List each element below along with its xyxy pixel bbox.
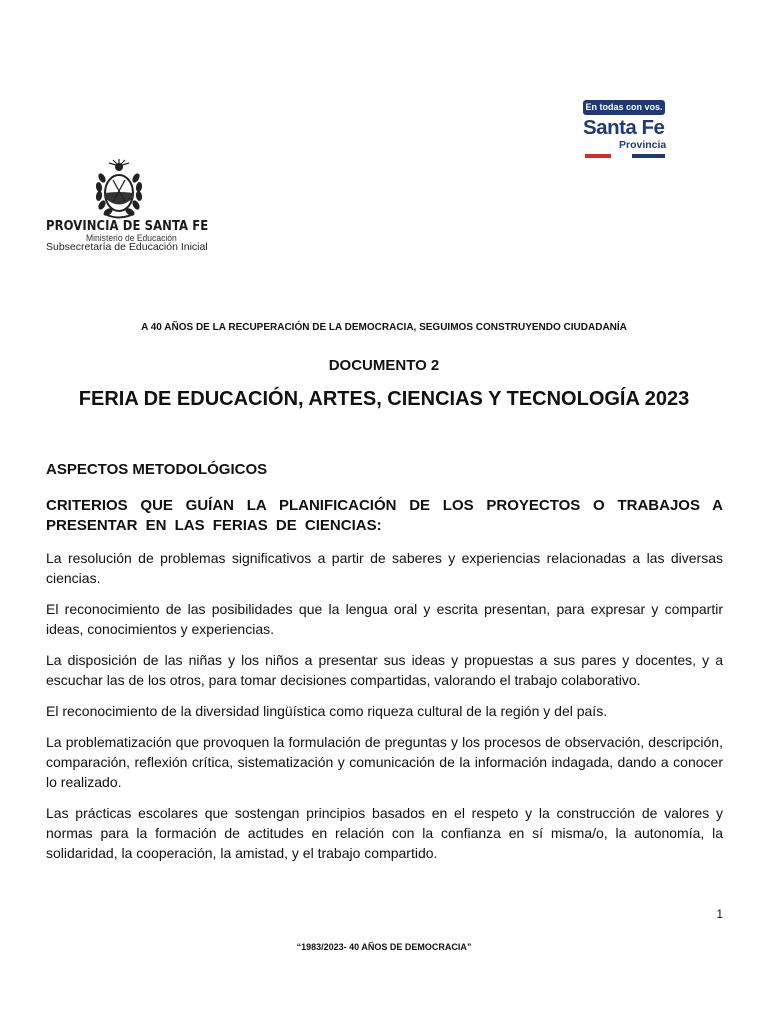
paragraph-list xyxy=(46,548,723,874)
ministerio-label: Ministerio de Educación xyxy=(86,233,177,244)
lema: A 40 AÑOS DE LA RECUPERACIÓN DE LA DEMOCRACIA, SEGUIMOS CONSTRUYENDO CIUDADANÍA xyxy=(141,322,627,333)
subsecretaria-label: Subsecretaría de Educación Inicial xyxy=(46,241,208,253)
paragraph: El reconocimiento de la diversidad lingüística como riqueza cultural de la región y del país. xyxy=(46,703,608,719)
paragraph: El reconocimiento de las posibilidades que la lengua oral y escrita presentan, para expresar y compartir ideas, conocimientos y experiencias. xyxy=(46,601,723,637)
document-title: FERIA DE EDUCACIÓN, ARTES, CIENCIAS Y TECNOLOGÍA 2023 xyxy=(78,388,690,410)
paragraph: La resolución de problemas significativos a partir de saberes y experiencias relacionadas a las diversas ciencias. xyxy=(46,550,723,586)
paragraph: La problematización que provoquen la formulación de preguntas y los procesos de observación, descripción, comparación, reflexión crítica, sistematización y comunicación de la información indagada, dando a conocer lo realizado. xyxy=(46,734,723,790)
footer-text: “1983/2023- 40 AÑOS DE DEMOCRACIA” xyxy=(296,942,472,952)
logo-blue-bar xyxy=(632,154,665,158)
page-number: 1 xyxy=(716,907,723,921)
logo-name: Santa Fe xyxy=(583,116,665,139)
logo-red-bar xyxy=(585,154,611,158)
section-heading: ASPECTOS METODOLÓGICOS xyxy=(46,461,268,478)
paragraph: La disposición de las niñas y los niños a presentar sus ideas y propuestas a sus pares y docentes, y a escuchar las de los otros, para tomar decisiones compartidas, valorando el trabajo colaborativo. xyxy=(46,652,723,688)
coat-of-arms-icon xyxy=(93,158,145,220)
logo-sub: Provincia xyxy=(619,139,667,151)
logo-tagline: En todas con vos. xyxy=(583,100,665,115)
document-number: DOCUMENTO 2 xyxy=(328,357,440,374)
province-title: PROVINCIA DE SANTA FE xyxy=(46,218,209,234)
criteria-heading: CRITERIOS QUE GUÍAN LA PLANIFICACIÓN DE LOS PROYECTOS O TRABAJOS A PRESENTAR EN LAS FERIAS DE CIENCIAS: xyxy=(46,497,723,534)
paragraph: Las prácticas escolares que sostengan principios basados en el respeto y la construcción de valores y normas para la formación de actitudes en relación con la confianza en sí misma/o, la autonomía, la solidaridad, la cooperación, la amistad, y el trabajo compartido. xyxy=(46,805,723,861)
